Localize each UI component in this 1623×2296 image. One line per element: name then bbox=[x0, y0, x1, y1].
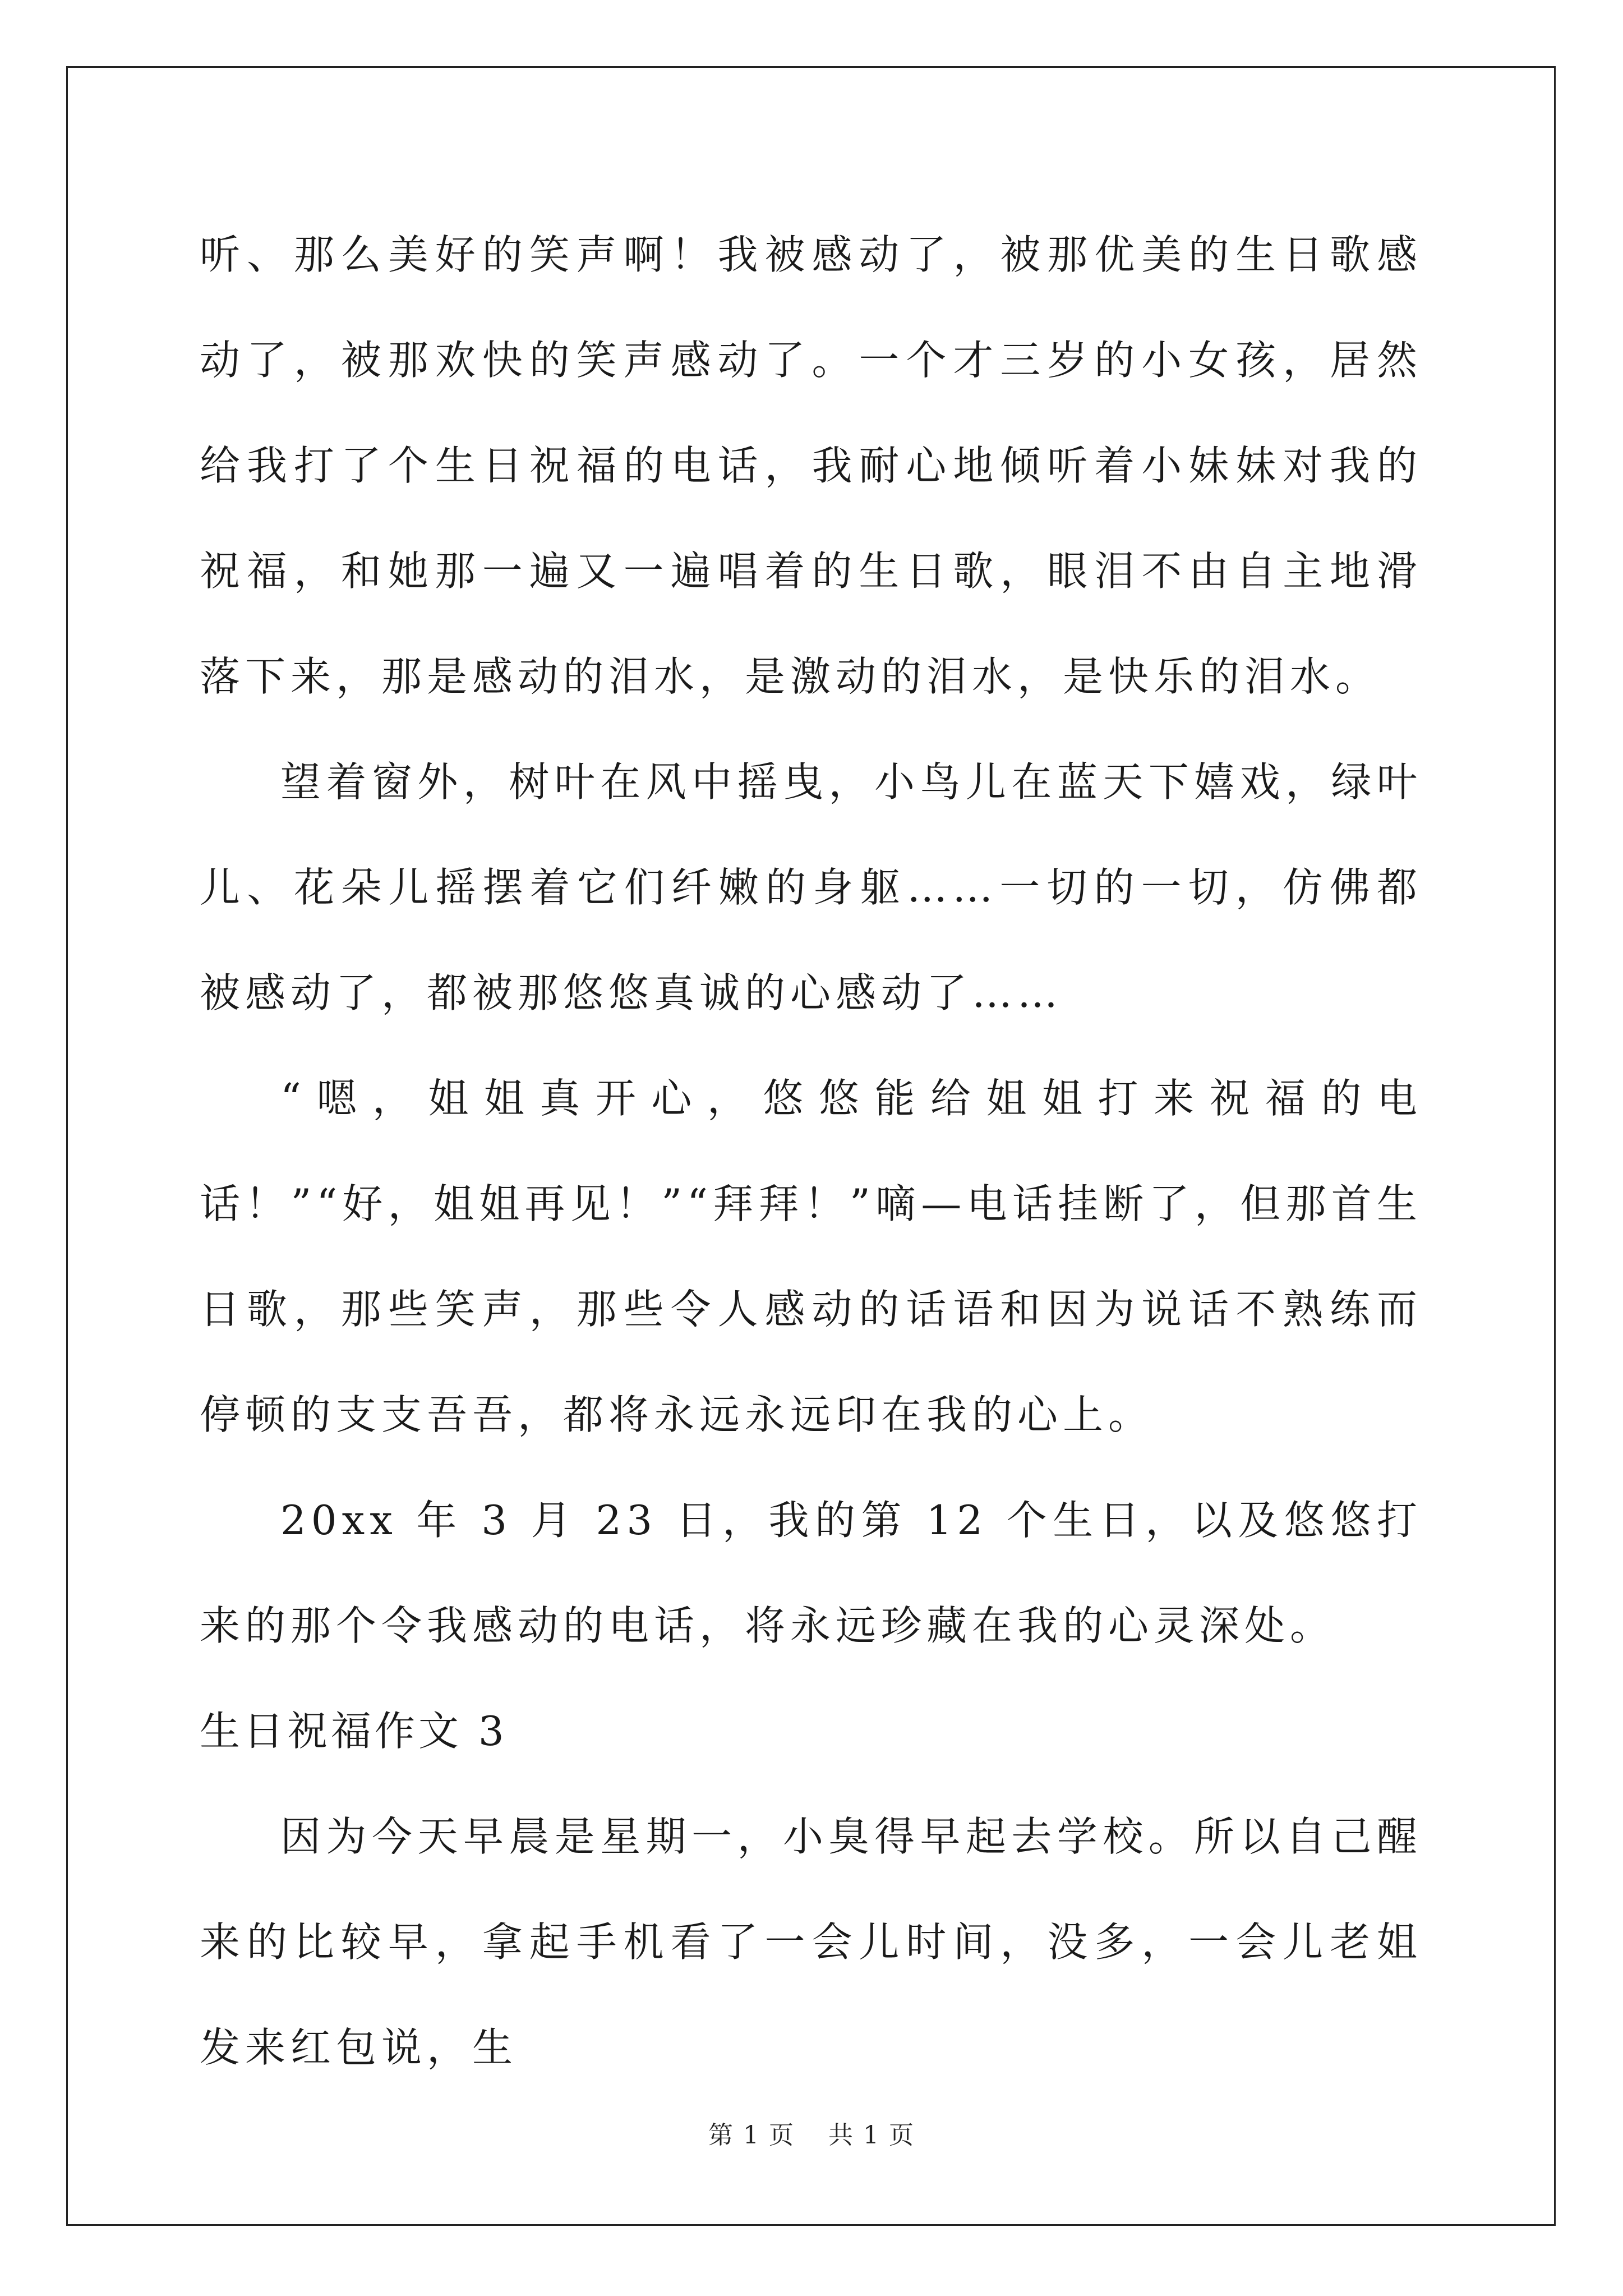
paragraph-3: “嗯，姐姐真开心，悠悠能给姐姐打来祝福的电话！”“好，姐姐再见！”“拜拜！”嘀—电话挂断了，但那首生日歌，那些笑声，那些令人感动的话语和因为说话不熟练而停顿的支支吾吾，都将永远永远印在我的心上。 bbox=[200, 1075, 1422, 1438]
page-number-total: 共 1 页 bbox=[828, 2121, 915, 2150]
page-footer bbox=[0, 2115, 1623, 2151]
paragraph-4: 20xx 年 3 月 23 日，我的第 12 个生日，以及悠悠打来的那个令我感动的电话，将永远珍藏在我的心灵深处。 bbox=[200, 1497, 1422, 1649]
section-heading: 生日祝福作文 3 bbox=[200, 1708, 508, 1755]
paragraph-5: 因为今天早晨是星期一，小臭得早起去学校。所以自己醒来的比较早，拿起手机看了一会儿时间，没多，一会儿老姐发来红包说，生 bbox=[200, 1813, 1422, 2071]
paragraph-1: 听、那么美好的笑声啊！我被感动了，被那优美的生日歌感动了，被那欢快的笑声感动了。一个才三岁的小女孩，居然给我打了个生日祝福的电话，我耐心地倾听着小妹妹对我的祝福，和她那一遍又一遍唱着的生日歌，眼泪不由自主地滑落下来，那是感动的泪水，是激动的泪水，是快乐的泪水。 bbox=[200, 231, 1422, 700]
document-body bbox=[200, 202, 1422, 2100]
page-number-current: 第 1 页 bbox=[708, 2121, 795, 2150]
paragraph-2: 望着窗外，树叶在风中摇曳，小鸟儿在蓝天下嬉戏，绿叶儿、花朵儿摇摆着它们纤嫩的身躯……一切的一切，仿佛都被感动了，都被那悠悠真诚的心感动了…… bbox=[200, 758, 1422, 1016]
